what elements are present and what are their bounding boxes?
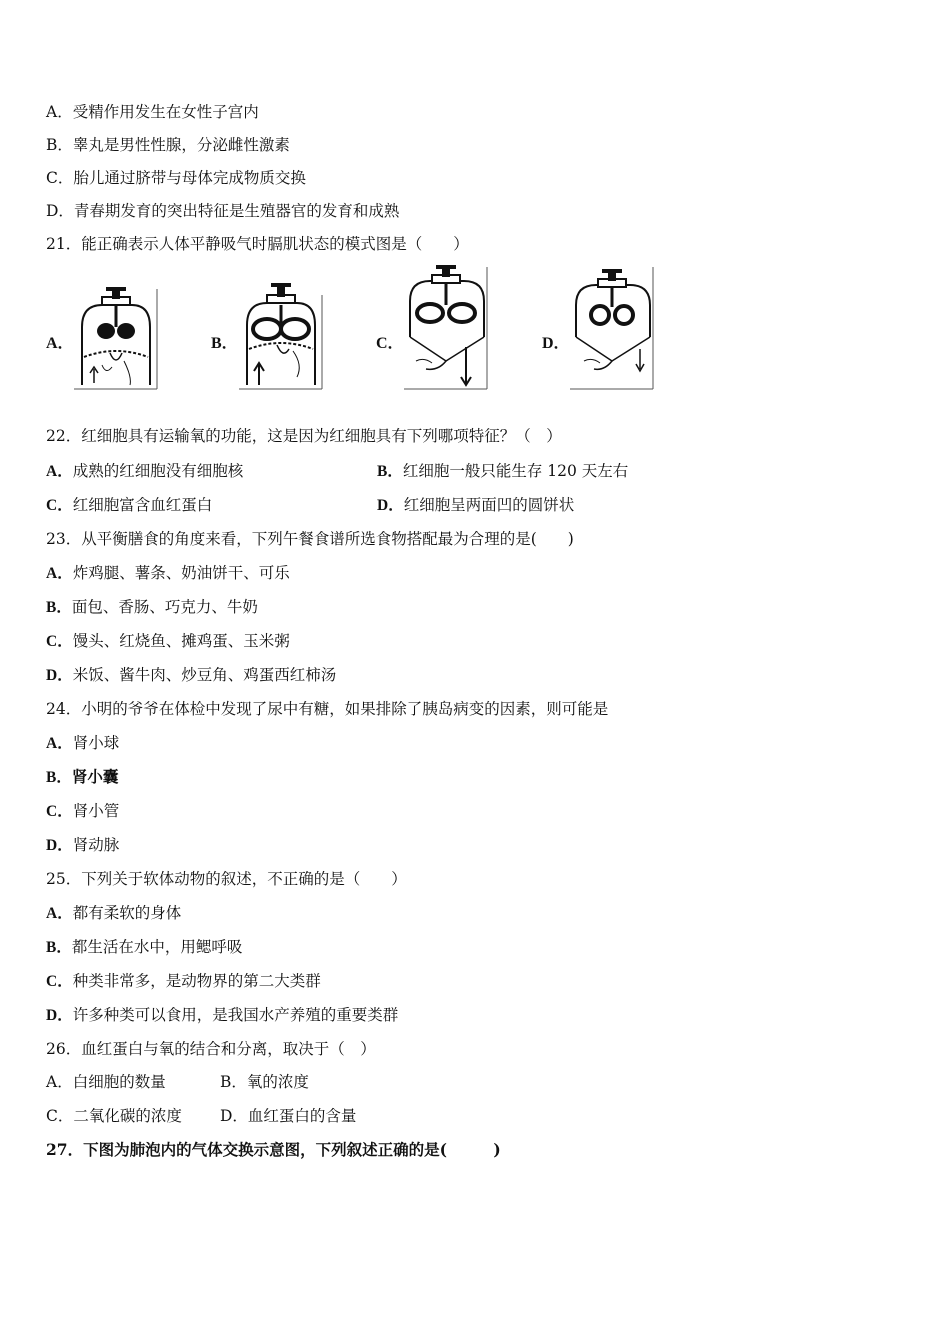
q21-option-b-label: B． — [211, 335, 238, 352]
q24-option-a — [46, 733, 119, 754]
q24-option-a-text: 肾小球 — [72, 734, 120, 752]
q25-option-a — [46, 903, 181, 924]
q20-option-a: A．受精作用发生在女性子宫内 — [46, 103, 259, 121]
q25-option-a-text: 都有柔软的身体 — [72, 904, 182, 922]
q22-option-b-label: B． — [377, 463, 403, 480]
q21-stem: 21．能正确表示人体平静吸气时膈肌状态的模式图是（ ） — [46, 235, 469, 253]
q22-option-a-label: A． — [46, 463, 73, 480]
q23-option-b — [46, 597, 258, 618]
q23-option-c-text: 馒头、红烧鱼、摊鸡蛋、玉米粥 — [72, 632, 290, 650]
q22-stem: 22．红细胞具有运输氧的功能，这是因为红细胞具有下列哪项特征？（ ） — [46, 427, 562, 445]
q24-option-d-text: 肾动脉 — [72, 836, 120, 854]
q25-option-d — [46, 1005, 398, 1026]
q24-option-c-text: 肾小管 — [72, 802, 120, 820]
q23-option-a-text: 炸鸡腿、薯条、奶油饼干、可乐 — [72, 564, 290, 582]
q23-option-d-label: D． — [46, 667, 73, 684]
q24-option-a-label: A． — [46, 735, 73, 752]
bell-jar-diagram-d — [568, 265, 658, 393]
q23-option-c — [46, 631, 290, 652]
q26-option-a: A．白细胞的数量 — [46, 1073, 166, 1091]
q22-option-d-text: 红细胞呈两面凹的圆饼状 — [403, 496, 575, 514]
q22-option-d-label: D． — [377, 497, 404, 514]
q27-stem: 27．下图为肺泡内的气体交换示意图，下列叙述正确的是( ) — [46, 1140, 501, 1159]
q25-option-d-text: 许多种类可以食用，是我国水产养殖的重要类群 — [72, 1006, 399, 1024]
q24-option-d — [46, 835, 119, 856]
q24-option-b-text: 肾小囊 — [71, 767, 119, 786]
q22-options-row-2 — [46, 495, 896, 516]
q24-option-d-label: D． — [46, 837, 73, 854]
q22-option-c — [46, 496, 212, 514]
q25-option-c — [46, 971, 321, 992]
q25-stem: 25．下列关于软体动物的叙述，不正确的是（ ） — [46, 870, 407, 888]
q23-option-d-text: 米饭、酱牛肉、炒豆角、鸡蛋西红柿汤 — [72, 666, 337, 684]
q22-option-d — [377, 495, 574, 516]
q26-options-row-1 — [46, 1072, 446, 1092]
q26-option-d: D．血红蛋白的含量 — [220, 1107, 357, 1125]
q20-option-c: C．胎儿通过脐带与母体完成物质交换 — [46, 169, 306, 187]
q21-figure-row — [46, 265, 666, 393]
q26-option-b: B．氧的浓度 — [220, 1073, 309, 1091]
q22-option-a — [46, 462, 243, 480]
q26-option-c: C．二氧化碳的浓度 — [46, 1107, 182, 1125]
q22-option-c-label: C． — [46, 497, 73, 514]
q25-option-c-label: C． — [46, 973, 73, 990]
q22-option-c-text: 红细胞富含血红蛋白 — [72, 496, 213, 514]
q25-option-a-label: A． — [46, 905, 73, 922]
bell-jar-diagram-c — [402, 265, 492, 393]
bell-jar-diagram-a — [72, 265, 162, 393]
q23-option-b-text: 面包、香肠、巧克力、牛奶 — [71, 598, 258, 616]
q24-option-b-label: B． — [46, 769, 72, 786]
q24-option-c — [46, 801, 119, 822]
q25-option-b-text: 都生活在水中，用鳃呼吸 — [71, 938, 243, 956]
q20-option-d: D．青春期发育的突出特征是生殖器官的发育和成熟 — [46, 202, 400, 220]
q21-option-d-label: D． — [542, 335, 570, 352]
q25-option-b-label: B． — [46, 939, 72, 956]
q24-option-b — [46, 767, 118, 788]
q23-option-a-label: A． — [46, 565, 73, 582]
q26-options-row-2 — [46, 1106, 446, 1126]
q26-stem: 26．血红蛋白与氧的结合和分离，取决于（ ） — [46, 1040, 376, 1058]
q22-option-a-text: 成熟的红细胞没有细胞核 — [72, 462, 244, 480]
q22-option-b-text: 红细胞一般只能生存 120 天左右 — [402, 462, 629, 480]
q24-stem: 24．小明的爷爷在体检中发现了尿中有糖，如果排除了胰岛病变的因素，则可能是 — [46, 700, 609, 718]
q23-option-a — [46, 563, 290, 584]
q23-option-d — [46, 665, 336, 686]
q25-option-c-text: 种类非常多，是动物界的第二大类群 — [72, 972, 321, 990]
q23-option-b-label: B． — [46, 599, 72, 616]
bell-jar-diagram-b — [237, 265, 327, 393]
q20-option-b: B．睾丸是男性性腺，分泌雌性激素 — [46, 136, 290, 154]
q21-option-a-label: A． — [46, 335, 74, 352]
q25-option-b — [46, 937, 242, 958]
q22-options-row-1 — [46, 461, 896, 482]
q22-option-b — [377, 461, 628, 482]
q23-option-c-label: C． — [46, 633, 73, 650]
q21-option-c-label: C． — [376, 335, 404, 352]
q25-option-d-label: D． — [46, 1007, 73, 1024]
q24-option-c-label: C． — [46, 803, 73, 820]
q23-stem: 23．从平衡膳食的角度来看，下列午餐食谱所选食物搭配最为合理的是( ) — [46, 530, 574, 548]
